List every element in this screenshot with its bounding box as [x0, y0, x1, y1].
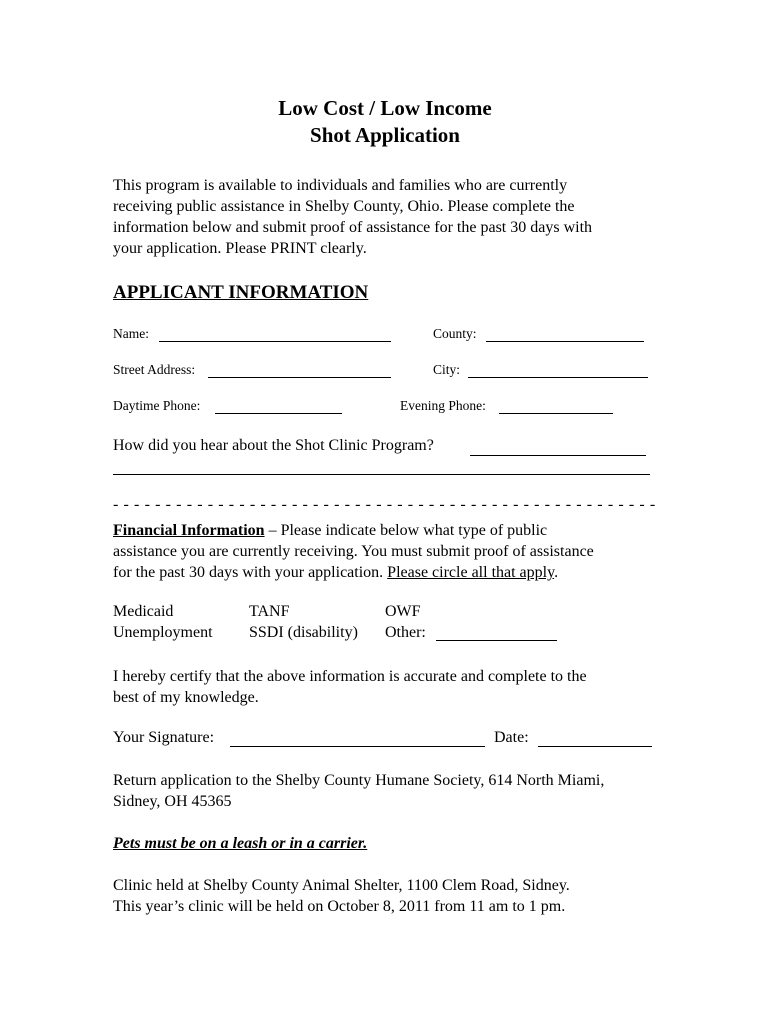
name-label: Name:	[113, 326, 149, 341]
certify-line-2: best of my knowledge.	[113, 689, 259, 706]
title-line-2: Shot Application	[310, 123, 460, 147]
option-tanf[interactable]: TANF	[249, 603, 290, 620]
hear-answer-field-line-2[interactable]	[113, 474, 650, 475]
daytime-phone-label: Daytime Phone:	[113, 398, 201, 413]
signature-label: Your Signature:	[113, 729, 215, 746]
circle-all-instruction: Please circle all that apply	[387, 564, 555, 581]
date-label: Date:	[494, 729, 529, 746]
street-address-field[interactable]	[208, 377, 391, 378]
financial-line-3	[113, 562, 558, 583]
intro-line-2: receiving public assistance in Shelby County, Ohio. Please complete the	[113, 198, 575, 215]
dashed-separator: - - - - - - - - - - - - - - - - - - - - - - - - - - - - - - - - - - - - - - - - - - - - - - - - - - - -	[113, 496, 656, 513]
intro-line-3: information below and submit proof of assistance for the past 30 days with	[113, 219, 593, 236]
street-address-label: Street Address:	[113, 362, 196, 377]
certify-line-1: I hereby certify that the above information is accurate and complete to the	[113, 668, 587, 685]
hear-answer-field[interactable]	[470, 455, 646, 456]
daytime-phone-field[interactable]	[215, 413, 342, 414]
evening-phone-field[interactable]	[499, 413, 613, 414]
return-line-2: Sidney, OH 45365	[113, 793, 232, 810]
city-label: City:	[433, 362, 461, 377]
intro-line-1: This program is available to individuals and families who are currently	[113, 177, 568, 194]
financial-line-1	[113, 520, 547, 541]
other-assistance-field[interactable]	[436, 640, 557, 641]
name-field[interactable]	[159, 341, 391, 342]
option-owf[interactable]: OWF	[385, 603, 421, 620]
hear-question: How did you hear about the Shot Clinic Program?	[113, 437, 434, 454]
city-field[interactable]	[468, 377, 648, 378]
clinic-line-2: This year’s clinic will be held on October 8, 2011 from 11 am to 1 pm.	[113, 898, 566, 915]
option-other[interactable]: Other:	[385, 624, 426, 641]
county-field[interactable]	[486, 341, 644, 342]
evening-phone-label: Evening Phone:	[400, 398, 486, 413]
intro-line-4: your application. Please PRINT clearly.	[113, 240, 367, 257]
financial-heading: Financial Information	[113, 522, 265, 539]
applicant-heading: APPLICANT INFORMATION	[113, 282, 369, 303]
financial-line-3-start: for the past 30 days with your application.	[113, 564, 388, 581]
option-unemployment[interactable]: Unemployment	[113, 624, 213, 641]
financial-line-2: assistance you are currently receiving. You must submit proof of assistance	[113, 543, 594, 560]
title-line-1: Low Cost / Low Income	[278, 96, 492, 120]
county-label: County:	[433, 326, 477, 341]
clinic-line-1: Clinic held at Shelby County Animal Shelter, 1100 Clem Road, Sidney.	[113, 877, 570, 894]
date-field[interactable]	[538, 746, 652, 747]
option-medicaid[interactable]: Medicaid	[113, 603, 174, 620]
return-line-1: Return application to the Shelby County Humane Society, 614 North Miami,	[113, 772, 605, 789]
signature-field[interactable]	[230, 746, 485, 747]
pets-note: Pets must be on a leash or in a carrier.	[113, 835, 368, 852]
financial-line-3-end: .	[554, 564, 559, 581]
option-ssdi[interactable]: SSDI (disability)	[249, 624, 358, 641]
financial-line-1-rest: – Please indicate below what type of public	[264, 522, 548, 539]
